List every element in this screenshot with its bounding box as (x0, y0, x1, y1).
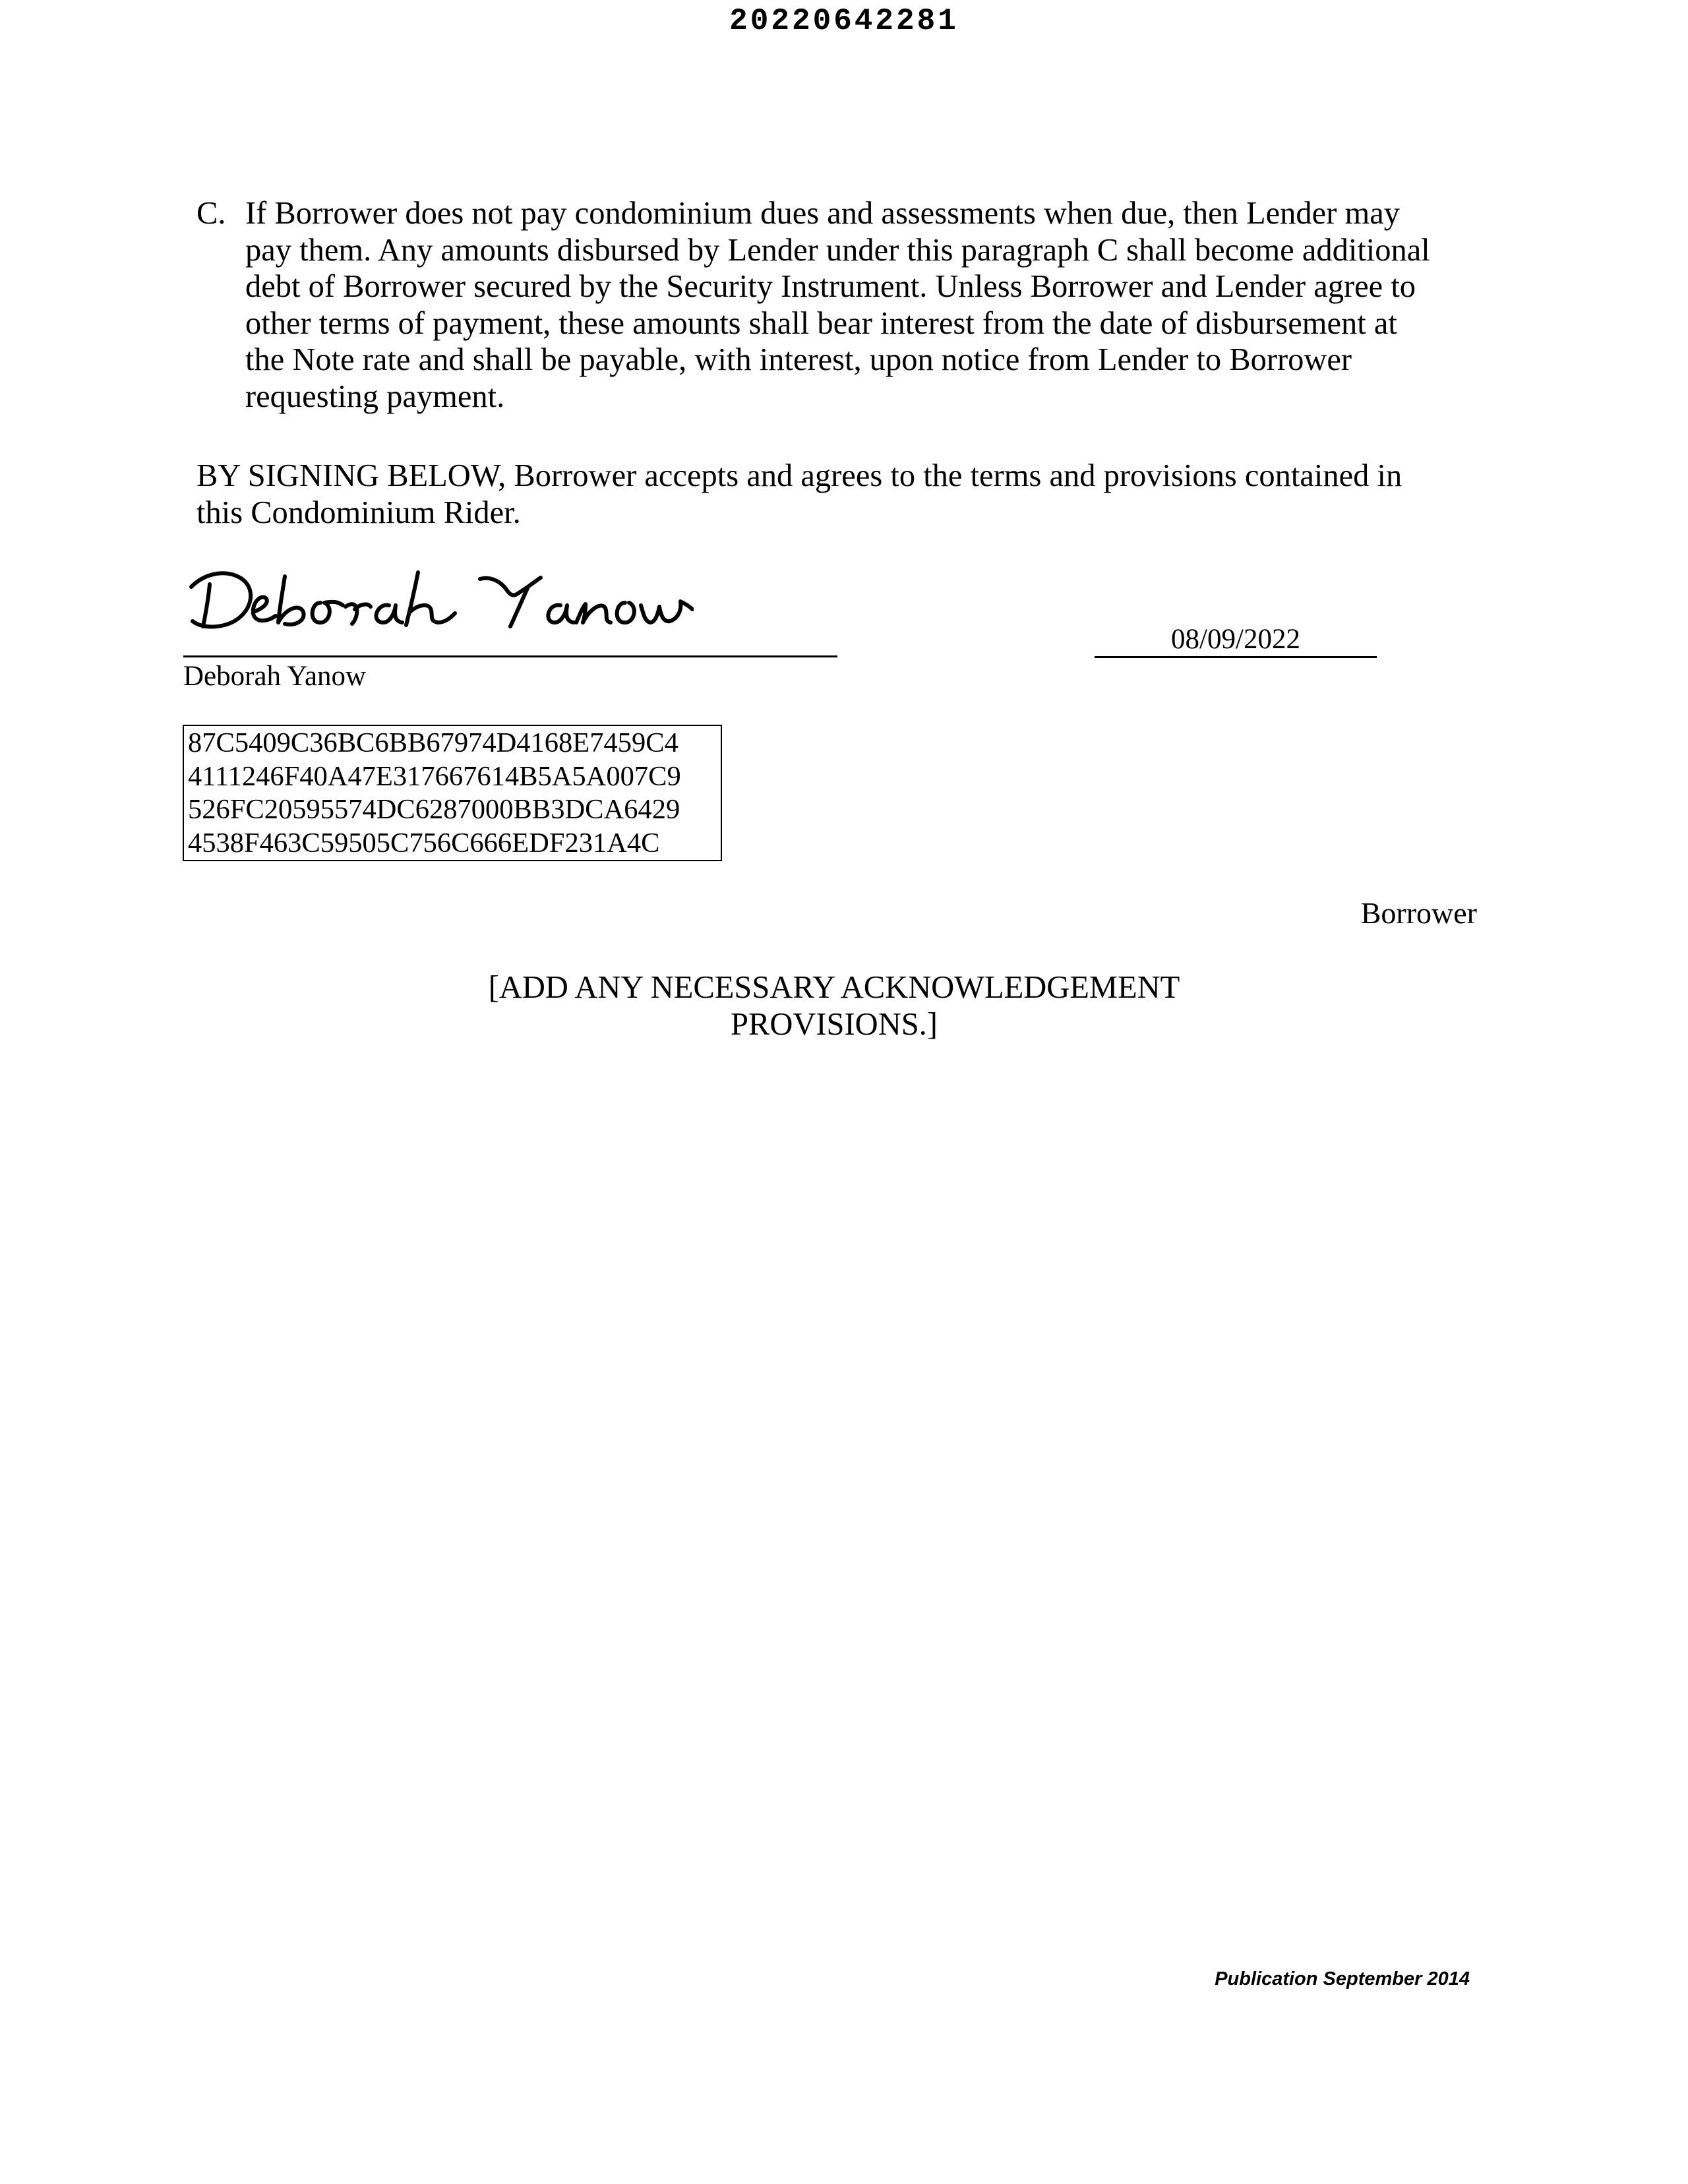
signature-line (183, 655, 837, 657)
paragraph-c-text (245, 195, 1485, 415)
agreement-line: this Condominium Rider. (196, 495, 521, 530)
paragraph-marker: C. (196, 196, 226, 231)
signature-hash-box (183, 725, 722, 861)
borrower-role-label: Borrower (1360, 896, 1477, 930)
paragraph-c-line: pay them. Any amounts disbursed by Lender under this paragraph C shall become additional (245, 232, 1430, 268)
paragraph-c-line: If Borrower does not pay condominium dues and assessments when due, then Lender may (245, 196, 1400, 231)
agreement-line: BY SIGNING BELOW, Borrower accepts and agrees to the terms and provisions contained in (196, 458, 1402, 493)
hash-line: 87C5409C36BC6BB67974D4168E7459C4 (188, 727, 678, 758)
hash-line: 526FC20595574DC6287000BB3DCA6429 (188, 794, 680, 825)
acknowledgement-provisions (0, 969, 1668, 1043)
paragraph-c (196, 195, 1489, 415)
publication-footer: Publication September 2014 (1215, 1968, 1470, 1989)
paragraph-c-line: other terms of payment, these amounts shall bear interest from the date of disbursement at (245, 305, 1397, 341)
signature-date: 08/09/2022 (1171, 624, 1300, 655)
hash-line: 4538F463C59505C756C666EDF231A4C (188, 827, 660, 859)
handwritten-signature (179, 561, 694, 640)
paragraph-c-line: the Note rate and shall be payable, with interest, upon notice from Lender to Borrower (245, 342, 1352, 377)
date-line (1095, 656, 1377, 658)
provisions-line: [ADD ANY NECESSARY ACKNOWLEDGEMENT (488, 970, 1180, 1005)
signer-name: Deborah Yanow (183, 661, 367, 692)
hash-line: 4111246F40A47E317667614B5A5A007C9 (188, 760, 681, 792)
signing-agreement (196, 458, 1489, 531)
provisions-line: PROVISIONS.] (731, 1006, 938, 1042)
paragraph-c-line: debt of Borrower secured by the Security Instrument. Unless Borrower and Lender agree to (245, 269, 1416, 304)
document-number: 20220642281 (729, 4, 959, 38)
paragraph-c-line: requesting payment. (245, 379, 505, 414)
